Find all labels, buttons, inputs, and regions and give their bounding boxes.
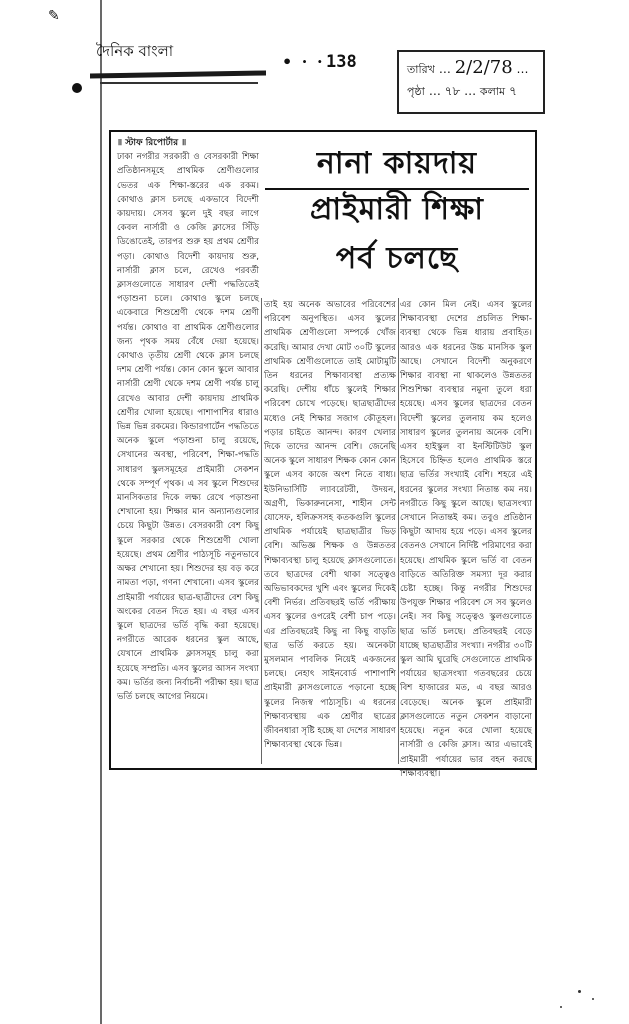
scan-speck xyxy=(560,1006,562,1008)
archive-page-number: 138 xyxy=(326,52,357,72)
stamp-date-value: 2/2/78 xyxy=(454,57,513,78)
column-divider xyxy=(398,298,399,764)
newspaper-clipping xyxy=(109,130,537,779)
fold-line xyxy=(100,0,102,1024)
stray-mark: ✎ xyxy=(48,8,60,24)
newspaper-name-underline-thin xyxy=(100,82,258,84)
headline-line-1: নানা কায়দায় xyxy=(316,146,478,181)
article-headline xyxy=(261,142,533,294)
article-column-3 xyxy=(400,298,532,779)
scan-speck xyxy=(578,990,581,993)
stamp-dots: … xyxy=(512,62,529,76)
article-column-3-text: এর কোন মিল নেই। এসব স্কুলের শিক্ষাব্যবস্থা দেশের প্রচলিত শিক্ষা-ব্যবস্থা থেকে ভিন্ন ধারায় প্রবাহিত। আরও এক ধরনের উচ্চ মানসিক স্কুল আছে। সেখানে বিদেশী অনুকরণে শিক্ষার ব্যবস্থা না থাকলেও উন্নততর শিশুশিক্ষা ব্যবস্থার নমুনা তুলে ধরা হয়েছে। এসব স্কুলের ছাত্রদের বেতন বিদেশী স্কুলের তুলনায় কম হলেও সাধারণ স্কুলের তুলনায় অনেক বেশি। এসব হাইস্কুল বা ইনস্টিটিউট স্কুল হিসেবে চিহ্নিত হলেও প্রাথমিক স্তরে ছাত্র ভর্তির সংখ্যাই বেশি। শহরে এই ধরনের স্কুলের সংখ্যা নিতান্ত কম নয়। নগরীতে কিছু স্কুলে আছে। ছাত্রসংখ্যা সেখানে নিতান্তই কম। তবুও প্রতিষ্ঠান কিছুটা আদায় হয়ে পড়ে। এসব স্কুলের বেতনও সেখানে নির্দিষ্ট পরিমাণের করা হয়েছে। প্রাথমিক স্কুলে ভর্তি বা বেতন বাড়িতে অতিরিক্ত সমস্যা দূর করার চেষ্টা হচ্ছে। কিন্তু নগরীর শিশুদের উপযুক্ত শিক্ষার পরিবেশ সে সব স্কুলেও নেই। সব কিছু সত্ত্বেও স্কুলগুলোতে ছাত্র ভর্তি চলছে। প্রতিবছরই বেড়ে যাচ্ছে ছাত্রছাত্রীর সংখ্যা। নগরীর ৩০টি স্কুল আমি ঘুরেছি সেগুলোতে প্রাথমিক পর্যায়ের ছাত্রসংখ্যা গতবছরের চেয়ে বিশ হাজারের মত, এ বছর আরও বেড়েছে। অনেক স্কুলে প্রাইমারী ক্লাসগুলোতে নতুন সেকশন বাড়ানো হয়েছে। নতুন করে খোলা হয়েছে নার্সারী ও কেজি ক্লাস। আর এভাবেই প্রাইমারী পর্যায়ের ভার বহন করছে শিক্ষাব্যবস্থা। xyxy=(400,300,532,779)
stray-dots: • · · xyxy=(282,52,325,71)
article-column-2-text: তাই হয় অনেক অভাবের পরিবেশের পরিবেশ অনুপস্থিত। এসব স্কুলের প্রাথমিক শ্রেণীগুলো সম্পর্কে খোঁজ করেছি। আমার দেখা মোট ৩০টি স্কুলের প্রাথমিক শ্রেণীগুলোতে তাই মোটামুটি তিন ধরনের শিক্ষাব্যবস্থা প্রত্যক্ষ করেছি। দেশীয় ধাঁচে স্কুলেই শিক্ষার পরিবেশ চোখে পড়েছে। ছাত্রছাত্রীদের মধ্যেও নেই শিক্ষার সজাগ কৌতূহল। পড়ার চাইতে আনন্দ। কারণ খেলার দিকে তাদের আনন্দ বেশি। জেনেছি অনেক স্কুলে সাধারণ শিক্ষক কোন কোন স্কুলে এসব কাজে অংশ নিতে বাধ্য। ইউনিভার্সিটি ল্যাবরেটরী, উদয়ন, অগ্রণী, ভিকারুননেসা, শাহীন সেন্ট যোসেফ, হলিক্রসসহ কতকগুলি স্কুলের প্রাথমিক পর্যায়েই ছাত্রছাত্রীর ভিড় বেশি। অভিজ্ঞ শিক্ষক ও উন্নততর শিক্ষাব্যবস্থা চালু হয়েছে ক্লাসগুলোতে। তবে ছাত্রদের বেশী থাকা সত্ত্বেও অভিভাবকদের খুশি এবং স্কুলের দিকেই বেশী নির্ভর। প্রতিবছরই ভর্তি পরীক্ষায় এসব স্কুলের ওপরেই বেশী চাপ পড়ে। এর প্রতিবছরেই কিছু না কিছু বাড়তি ছাত্র ভর্তি করতে হয়। অনেকটা মুসলমান পাবলিক নিয়েই একজনের চলছে। নেহাৎ সাইনবোর্ড পাশাপাশি প্রাইমারী ক্লাসগুলোতে পড়ানো হচ্ছে স্কুলের নিজস্ব পাঠ্যসূচি। এ ধরনের শিক্ষাব্যবস্থায় এক শ্রেণীর ছাত্রের জীবনধারা সৃষ্টি হচ্ছে যা দেশের সাধারণ শিক্ষাব্যবস্থা থেকে ভিন্ন। xyxy=(264,300,396,751)
article-column-2 xyxy=(264,298,396,764)
stamp-column-label: কলাম xyxy=(479,85,506,98)
stamp-dots: … xyxy=(428,84,445,98)
headline-rule xyxy=(265,188,529,190)
stamp-page-label: পৃষ্ঠা xyxy=(407,85,425,98)
article-column-1 xyxy=(117,136,259,764)
headline-line-3: পর্ব চলছে xyxy=(335,241,459,276)
stamp-date-row xyxy=(407,57,535,83)
stamp-page-row xyxy=(407,83,535,109)
newspaper-name-underline xyxy=(90,70,266,78)
punch-hole xyxy=(72,83,82,93)
stamp-column-value: ৭ xyxy=(509,84,517,98)
newspaper-name: দৈনিক বাংলা xyxy=(96,42,174,60)
headline-line-2: প্রাইমারী শিক্ষা xyxy=(310,192,484,227)
stamp-dots: … xyxy=(460,84,480,98)
column-divider xyxy=(261,298,262,764)
date-stamp xyxy=(397,50,545,114)
article-column-1-text: ঢাকা নগরীর সরকারী ও বেসরকারী শিক্ষা প্রতিষ্ঠানসমূহে প্রাথমিক শ্রেণীগুলোর ভেতর এক শিক্ষা-স্তরের এক রকম। কোথাও ক্লাস চলছে একভাবে বিদেশী কায়দায়। সেসব স্কুলে দুই বছর লাগে কেবল নার্সারী ও কেজি ক্লাসের সিঁড়ি ডিঙোতেই, তারপর শুরু হয় প্রথম শ্রেণীর পড়া। কোথাও বিদেশী কায়দায় শুরু, নার্সারী ক্লাস চলে, রেখেও পরবর্তী ক্লাসগুলোতে সাধারণ দেশী পদ্ধতিতেই পড়াশুনা চলে। কোথাও স্কুলে চলছে একেবারে শিশুশ্রেণী থেকে দশম শ্রেণী পর্যন্ত। কোথাও বা প্রাথমিক শ্রেণীগুলোর জন্য পৃথক সময় বেঁধে দেয়া হয়েছে। কোথাও তৃতীয় শ্রেণী থেকে ক্লাস চলছে দশম শ্রেণী পর্যন্ত। কোন কোন স্কুলে আবার নার্সারী শ্রেণী থেকে দশম শ্রেণী পর্যন্ত চালু রেখেও আবার দেশী কায়দায় প্রাথমিক শ্রেণীর খোলা হয়েছে। পাশাপাশির ধারাও ভিন্ন ভিন্ন রকমের। কিন্ডারগার্টেন পদ্ধতিতে অনেক স্কুলে পড়াশুনা চালু রয়েছে, সেখানের অবস্থা, পরিবেশ, শিক্ষা-পদ্ধতি সাধারণ স্কুলসমূহের প্রাইমারী সেকশন থেকে সম্পূর্ণ পৃথক। এ সব স্কুলে শিশুদের মানসিকতার দিকে লক্ষ্য রেখে পড়াশুনা শেখানো হয়। শিক্ষার মান অন্যান্যগুলোর চেয়ে কিছুটা উন্নত। বেসরকারী বেশ কিছু স্কুলে সরকার থেকে শিশুশ্রেণী খোলা হয়েছে। প্রথম শ্রেণীর পাঠ্যসূচি নতুনভাবে অক্ষর শেখানো হয়। শিশুদের হয় বড় করে নামতা পড়া, গণনা শেখানো। এসব স্কুলের প্রাইমারী পর্যায়ের ছাত্র-ছাত্রীদের বেশ কিছু অংকের বেতন দিতে হয়। এ বছর এসব স্কুলে ছাত্রদের ভর্তি বৃদ্ধি করা হয়েছে। নগরীতে আরেক ধরনের স্কুল আছে, যেখানে প্রাথমিক ক্লাসসমূহ চালু করা হয়েছে সম্প্রতি। এসব স্কুলের আসন সংখ্যা কম। ভর্তির জন্য নির্বাচনী পরীক্ষা হয়। ছাত্র ভর্তি চলছে আগের নিয়মে। xyxy=(117,152,259,702)
stamp-page-value: ৭৮ xyxy=(444,84,461,98)
scan-speck xyxy=(592,998,594,1000)
article-byline: ॥ স্টাফ রিপোর্টার ॥ xyxy=(117,138,187,148)
stamp-dots: … xyxy=(438,62,455,76)
stamp-date-label: তারিখ xyxy=(407,63,435,76)
